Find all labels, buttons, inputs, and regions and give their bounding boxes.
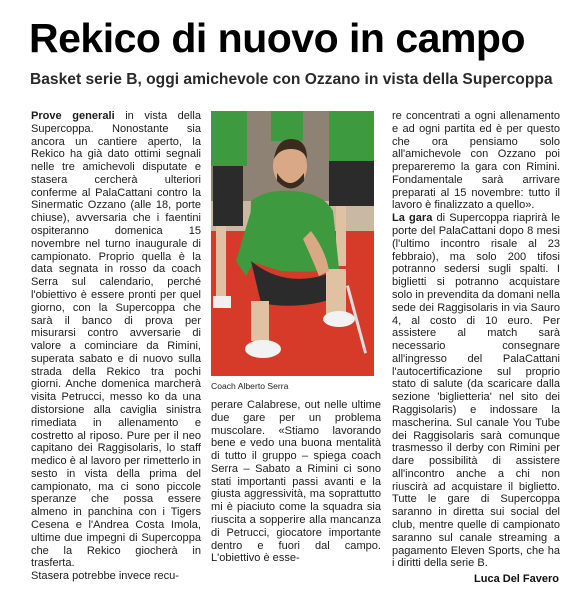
headline: Rekico di nuovo in campo [29, 15, 526, 61]
coach-photo-illustration [211, 111, 374, 376]
paragraph: perare Calabrese, out nelle ultime due gare per un problema muscolare. «Stiamo lavorando bene e vedo una buona mentalità di tutto il gruppo – spiega coach Serra – Sabato a Rimini ci sono stati importanti passi avanti e la giusta aggressività, ma soprattutto mi è piaciuto come la squadra sia riuscita a sopperire alla mancanza di Petrucci, giocatore importante dentro e fuori dal campo. L'obiettivo è esse- [211, 399, 381, 565]
body-text: di Supercoppa riaprirà le porte del PalaCattani dopo 8 mesi (l'ultimo incontro risale al 23 febbraio), ma solo 200 tifosi potranno sedersi sugli spalti. I biglietti si potranno acquistare solo in prevendita da domani nella sede dei Raggisolaris in via Sauro 4, al costo di 10 euro. Per assistere al match sarà necessario consegnare all'ingresso del PalaCattani l'autocertificazione sul proprio stato di salute (da scaricare dalla sezione 'biglietteria' nel sito dei Raggisolaris) e indossare la mascherina. Sul canale You Tube dei Raggisolaris sarà comunque trasmesso il derby con Rimini per dare possibilità di assistere all'incontro anche a chi non riuscirà ad acquistare il biglietto. Tutte le gare di Supercoppa saranno in diretta sui social del club, mentre quelle di campionato saranno sul canale streaming a pagamento Eleven Sports, che ha i diritti della serie B. [392, 212, 560, 570]
coach-photo [211, 111, 374, 376]
lead-in: La gara [392, 212, 433, 225]
article-column-1 [31, 110, 201, 583]
author-byline: Luca Del Favero [474, 573, 559, 585]
article-column-2 [211, 399, 381, 565]
paragraph-tail: Stasera potrebbe invece recu- [31, 570, 179, 583]
lead-in: Prove generali [31, 110, 115, 122]
body-text: in vista della Supercoppa. Nonostante sia ancora un cantiere aperto, la Rekico ha già dato ottimi segnali nelle tre amichevoli disputate e stasera cercherà ulteriori conferme al PalaCattani contro la Sinermatic Ozzano (alle 18, porte chiuse), avversaria che i faentini ospiteranno domenica 15 novembre nel turno inaugurale di campionato. Proprio quella è la data segnata in rosso da coach Serra sul calendario, perché l'obiettivo è essere pronti per quel giorno, con la Supercoppa che sarà il banco di prova per misurarsi contro avversarie di valore a cominciare da Rimini, superata sabato e di nuovo sulla strada della Rekico tra pochi giorni. Anche domenica marcherà visita Petrucci, messo ko da una distorsione alla caviglia sinistra rimediata in allenamento e costretto al riposo. Pure per il neo capitano dei Raggisolaris, lo staff medico è al lavoro per rimetterlo in sesto in vista della prima del campionato, ma ci sono piccole speranze che possa essere almeno in panchina con i Tigers Cesena e l'Andrea Costa Imola, ultime due impegni di Supercoppa che la Rekico giocherà in trasferta. [31, 110, 201, 570]
article-column-3 [392, 110, 560, 570]
photo-caption: Coach Alberto Serra [211, 381, 289, 391]
paragraph: re concentrati a ogni allenamento e ad ogni partita ed è per questo che ora pensiamo solo all'amichevole con Ozzano poi prepareremo la gara con Rimini. Fondamentale sarà arrivare preparati al 15 novembre: tutto il lavoro è finalizzato a quello». [392, 110, 560, 212]
subheadline: Basket serie B, oggi amichevole con Ozzano in vista della Supercoppa [30, 71, 553, 88]
paragraph [392, 212, 560, 570]
paragraph [31, 110, 201, 570]
